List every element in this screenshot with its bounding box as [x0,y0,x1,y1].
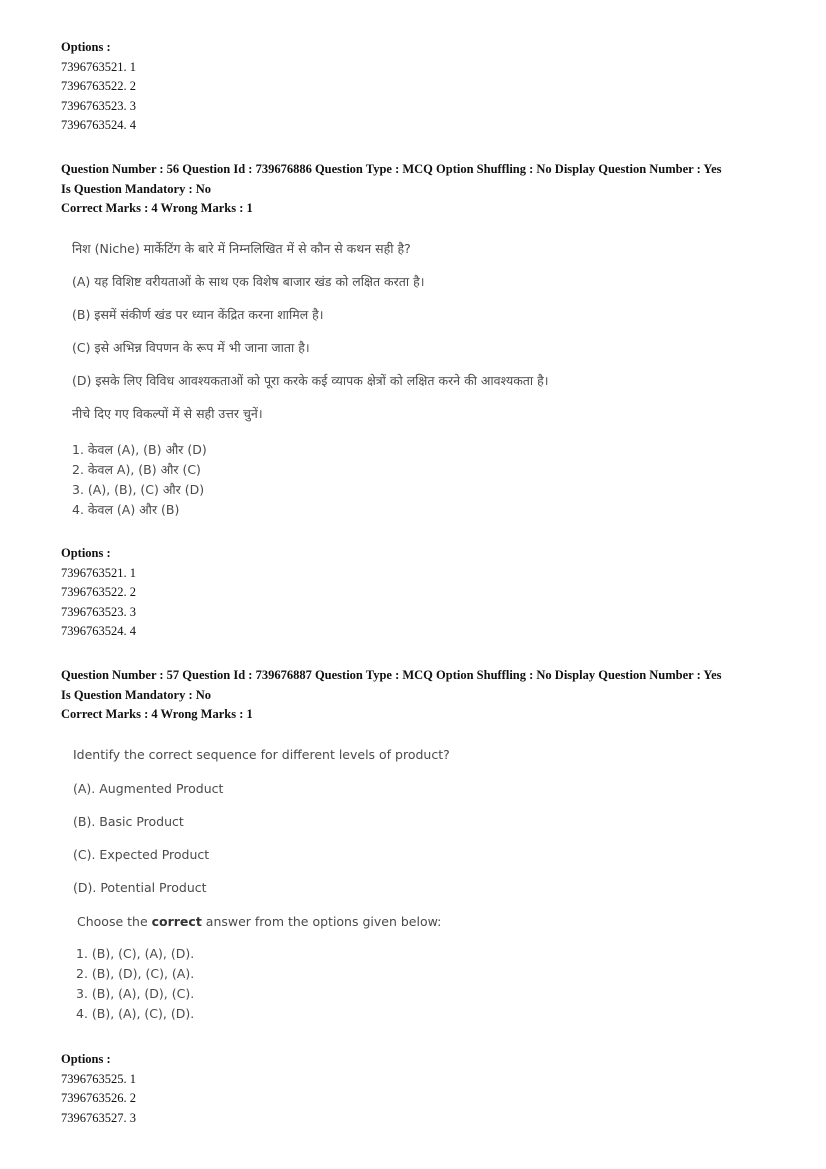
option-id: 7396763522. 2 [61,585,136,599]
statement-a: (A) यह विशिष्ट वरीयताओं के साथ एक विशेष बाजार खंड को लक्षित करता है। [72,274,425,289]
question-meta: Question Number : 56 Question Id : 739676886 Question Type : MCQ Option Shuffling : No Display Question Number : Yes [61,162,722,176]
statement-c: (C) इसे अभिन्न विपणन के रूप में भी जाना जाता है। [72,340,310,355]
question-meta: Question Number : 57 Question Id : 739676887 Question Type : MCQ Option Shuffling : No Display Question Number : Yes [61,668,722,682]
options-heading: Options : [61,1052,111,1066]
option-id: 7396763522. 2 [61,79,136,93]
answer-choice: 4. केवल (A) और (B) [72,502,180,517]
option-id: 7396763521. 1 [61,565,136,580]
question-marks: Correct Marks : 4 Wrong Marks : 1 [61,201,253,215]
answer-choice: 3. (B), (A), (D), (C). [76,986,195,1001]
statement-d: (D). Potential Product [73,880,207,895]
answer-choice: 4. (B), (A), (C), (D). [76,1006,195,1021]
options-heading: Options : [61,40,111,54]
answer-choices [76,946,450,1026]
statement-d: (D) इसके लिए विविध आवश्यकताओं को पूरा करके कई व्यापक क्षेत्रों को लक्षित करने की आवश्यकता है। [72,373,549,388]
options-block-q55 [61,38,776,136]
options-block-q57 [61,1050,776,1128]
option-id: 7396763521. 1 [61,59,136,74]
instruction: नीचे दिए गए विकल्पों में से सही उत्तर चुनें। [72,406,263,421]
instruction [77,914,450,946]
answer-choice: 2. केवल A), (B) और (C) [72,462,201,477]
question-stem: निश (Niche) मार्केटिंग के बारे में निम्नलिखित में से कौन से कथन सही है? [72,241,411,256]
option-id: 7396763526. 2 [61,1091,136,1105]
options-heading: Options : [61,546,111,560]
statement-a: (A). Augmented Product [73,781,224,796]
statement-c: (C). Expected Product [73,847,210,862]
option-id: 7396763524. 4 [61,118,136,132]
question-56-body [72,240,549,521]
statement-b: (B). Basic Product [73,814,184,829]
question-56-header [61,160,776,219]
option-id: 7396763525. 1 [61,1071,136,1086]
option-id: 7396763523. 3 [61,98,136,113]
answer-choices [72,441,549,521]
options-block-q56 [61,544,776,642]
instruction-text: Choose the [77,914,152,929]
question-mandatory: Is Question Mandatory : No [61,181,212,196]
instruction-text: answer from the options given below: [201,914,442,929]
question-stem: Identify the correct sequence for different levels of product? [73,747,450,762]
question-mandatory: Is Question Mandatory : No [61,687,212,702]
question-57-body [73,747,450,1026]
instruction-emphasis: correct [151,914,202,929]
option-id: 7396763523. 3 [61,604,136,619]
answer-choice: 1. (B), (C), (A), (D). [76,946,195,961]
question-57-header [61,666,776,725]
answer-choice: 2. (B), (D), (C), (A). [76,966,195,981]
option-id: 7396763524. 4 [61,624,136,638]
option-id: 7396763527. 3 [61,1110,136,1125]
answer-choice: 1. केवल (A), (B) और (D) [72,442,207,457]
answer-choice: 3. (A), (B), (C) और (D) [72,482,205,497]
question-marks: Correct Marks : 4 Wrong Marks : 1 [61,707,253,721]
statement-b: (B) इसमें संकीर्ण खंड पर ध्यान केंद्रित करना शामिल है। [72,307,324,322]
